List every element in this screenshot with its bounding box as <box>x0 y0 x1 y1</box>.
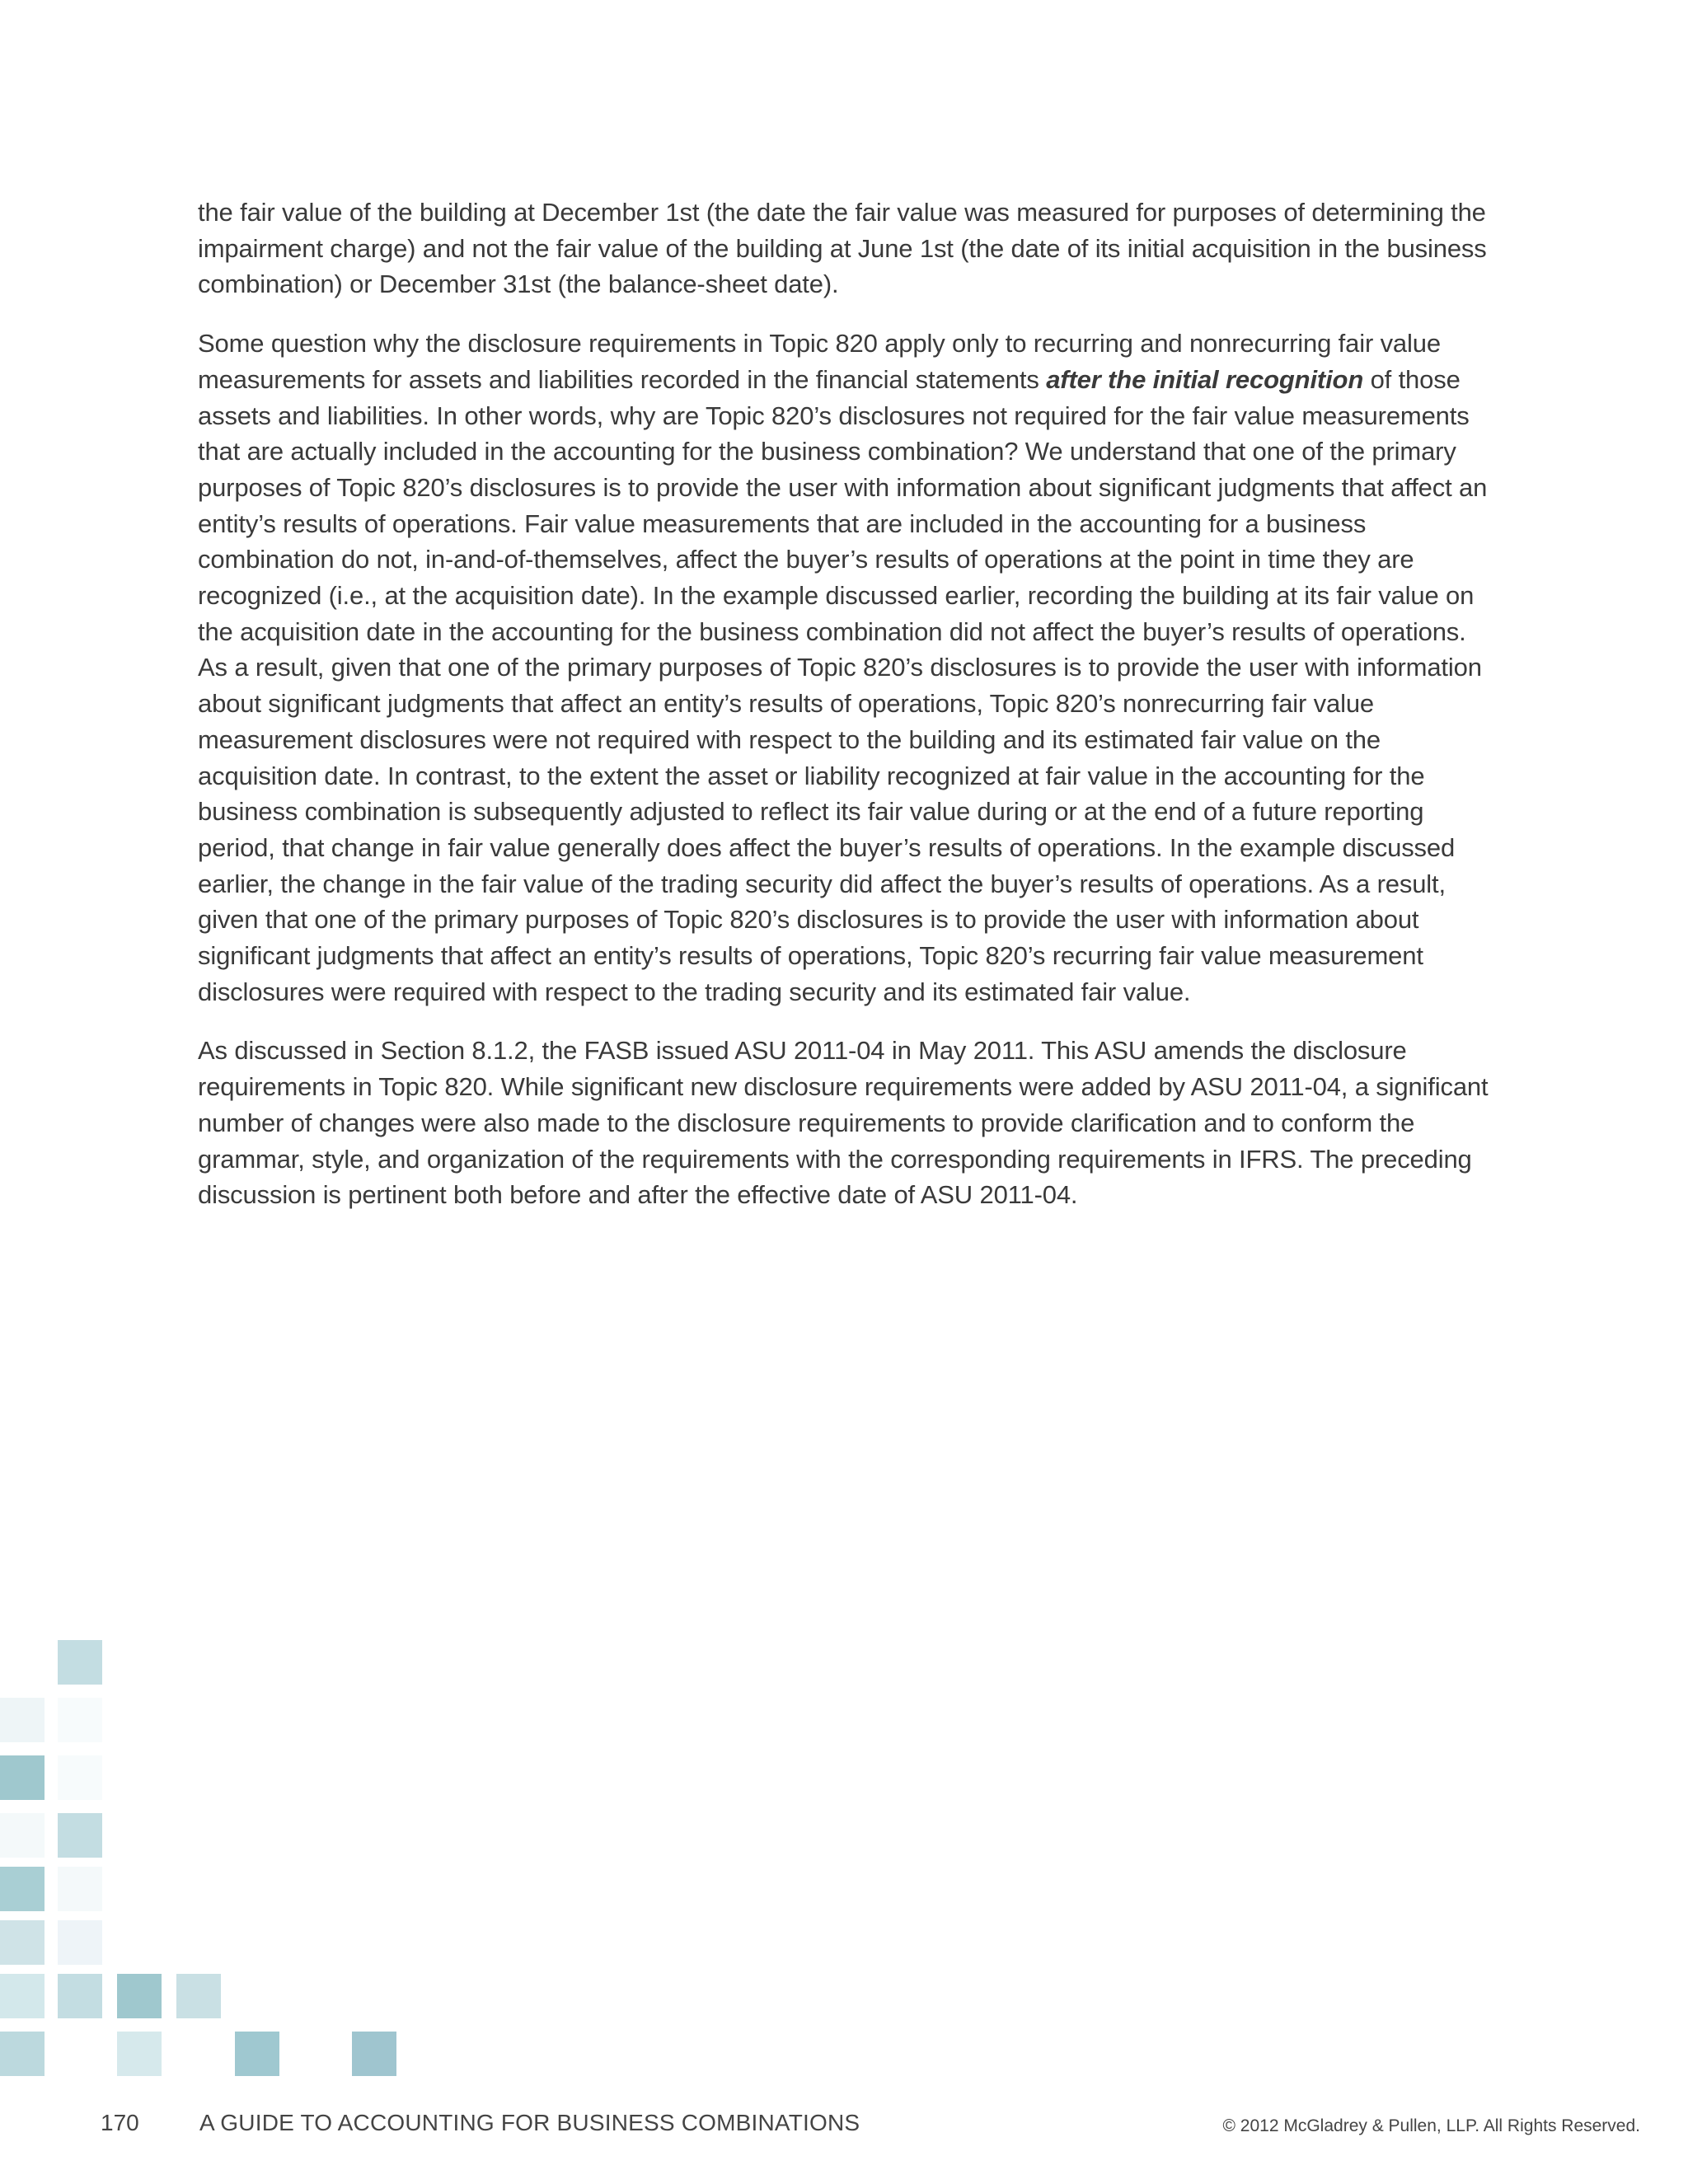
decorative-square <box>58 1974 102 2018</box>
decorative-square <box>0 1920 45 1965</box>
paragraph-disclosure-question <box>198 326 1500 1010</box>
decorative-square <box>58 1813 102 1858</box>
decorative-square <box>0 1813 45 1858</box>
decorative-square <box>58 1755 102 1800</box>
decorative-square <box>235 2032 279 2076</box>
decorative-square <box>58 1867 102 1911</box>
book-title: A GUIDE TO ACCOUNTING FOR BUSINESS COMBINATIONS <box>199 2110 860 2135</box>
paragraph-text-before: Some question why the disclosure requirements in Topic 820 apply only to recurring and nonrecurring fair value measurements for assets and liabilities recorded in the financial statements <box>198 329 1441 394</box>
paragraph-text-after: of those assets and liabilities. In other words, why are Topic 820’s disclosures not required for the fair value measurements that are actually included in the accounting for the business combination? We understand that one of the primary purposes of Topic 820’s disclosures is to provide the user with information about significant judgments that affect an entity’s results of operations. Fair value measurements that are included in the accounting for a business combination do not, in-and-of-themselves, affect the buyer’s results of operations at the point in time they are recognized (i.e., at the acquisition date). In the example discussed earlier, recording the building at its fair value on the acquisition date in the accounting for the business combination did not affect the buyer’s results of operations. As a result, given that one of the primary purposes of Topic 820’s disclosures is to provide the user with information about significant judgments that affect an entity’s results of operations, Topic 820’s nonrecurring fair value measurement disclosures were not required with respect to the building and its estimated fair value on the acquisition date. In contrast, to the extent the asset or liability recognized at fair value in the accounting for the business combination is subsequently adjusted to reflect its fair value during or at the end of a future reporting period, that change in fair value generally does affect the buyer’s results of operations. In the example discussed earlier, the change in the fair value of the trading security did affect the buyer’s results of operations. As a result, given that one of the primary purposes of Topic 820’s disclosures is to provide the user with information about significant judgments that affect an entity’s results of operations, Topic 820’s recurring fair value measurement disclosures were required with respect to the trading security and its estimated fair value. <box>198 364 1488 1006</box>
decorative-square-pattern <box>0 1640 412 2102</box>
decorative-square <box>176 1974 221 2018</box>
copyright-notice: © 2012 McGladrey & Pullen, LLP. All Rights Reserved. <box>1222 2116 1640 2135</box>
decorative-square <box>58 1920 102 1965</box>
decorative-square <box>0 1698 45 1742</box>
decorative-square <box>0 1755 45 1800</box>
decorative-square <box>352 2032 396 2076</box>
decorative-square <box>58 1640 102 1685</box>
document-body <box>198 194 1500 1236</box>
page-footer <box>0 2110 1688 2143</box>
page-number: 170 <box>101 2110 139 2135</box>
decorative-square <box>117 2032 162 2076</box>
decorative-square <box>0 1974 45 2018</box>
decorative-square <box>117 1974 162 2018</box>
paragraph-asu-2011-04: As discussed in Section 8.1.2, the FASB issued ASU 2011-04 in May 2011. This ASU amends the disclosure requirements in Topic 820. While significant new disclosure requirements were added by ASU 2011-04, a significant number of changes were also made to the disclosure requirements to provide clarification and to conform the grammar, style, and organization of the requirements with the corresponding requirements in IFRS. The preceding discussion is pertinent both before and after the effective date of ASU 2011-04. <box>198 1036 1489 1210</box>
decorative-square <box>0 2032 45 2076</box>
decorative-square <box>58 1698 102 1742</box>
emphasis-after-initial-recognition: after the initial recognition <box>1046 364 1364 394</box>
decorative-square <box>0 1867 45 1911</box>
paragraph-fair-value-building: the fair value of the building at December 1st (the date the fair value was measured for purposes of determining the impairment charge) and not the fair value of the building at June 1st (the date of its initial acquisition in the business combination) or December 31st (the balance-sheet date). <box>198 198 1487 299</box>
